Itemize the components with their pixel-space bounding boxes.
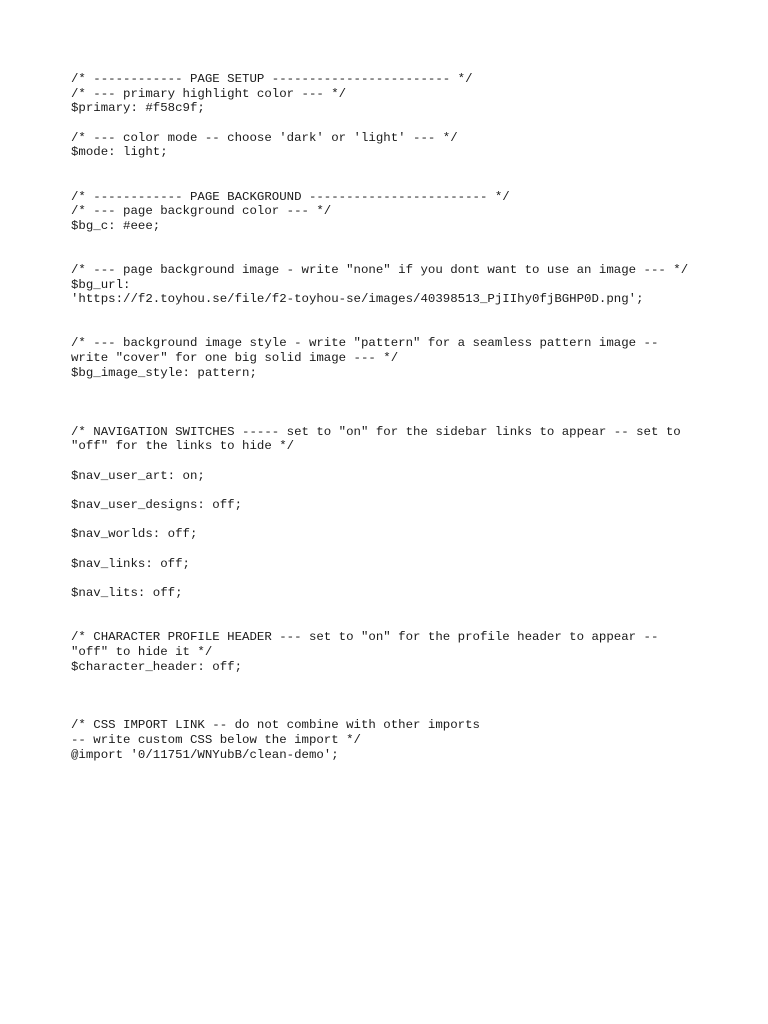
blank-line	[71, 615, 711, 630]
blank-line	[71, 160, 711, 175]
text-line: @import '0/11751/WNYubB/clean-demo';	[71, 747, 339, 762]
text-line: $nav_user_designs: off;	[71, 497, 243, 512]
blank-line	[71, 116, 711, 131]
blank-line	[71, 454, 711, 469]
blank-line	[71, 322, 711, 337]
text-line: $nav_worlds: off;	[71, 527, 198, 542]
blank-line	[71, 410, 711, 425]
text-line: $nav_lits: off;	[71, 586, 183, 601]
blank-line	[71, 234, 711, 249]
text-line: "off" for the links to hide */	[71, 439, 295, 454]
text-line: /* --- primary highlight color --- */	[71, 86, 347, 101]
blank-line	[71, 483, 711, 498]
blank-line	[71, 513, 711, 528]
text-line: /* --- page background color --- */	[71, 204, 332, 219]
blank-line	[71, 571, 711, 586]
text-line: $nav_user_art: on;	[71, 468, 205, 483]
text-line: $nav_links: off;	[71, 556, 190, 571]
blank-line	[71, 395, 711, 410]
text-line: 'https://f2.toyhou.se/file/f2-toyhou-se/images/40398513_PjIIhy0fjBGHP0D.png';	[71, 292, 644, 307]
blank-line	[71, 704, 711, 719]
text-line: $bg_c: #eee;	[71, 218, 161, 233]
text-line: /* --- color mode -- choose 'dark' or 'light' --- */	[71, 130, 458, 145]
blank-line	[71, 601, 711, 616]
blank-line	[71, 175, 711, 190]
text-line: -- write custom CSS below the import */	[71, 732, 361, 747]
blank-line	[71, 307, 711, 322]
text-line: $character_header: off;	[71, 659, 243, 674]
text-line: $bg_image_style: pattern;	[71, 365, 257, 380]
text-line: "off" to hide it */	[71, 644, 213, 659]
text-line: write "cover" for one big solid image --- */	[71, 351, 399, 366]
text-line: /* CSS IMPORT LINK -- do not combine with other imports	[71, 718, 480, 733]
text-line: /* ------------ PAGE BACKGROUND ------------------------ */	[71, 189, 510, 204]
text-line: /* CHARACTER PROFILE HEADER --- set to "on" for the profile header to appear --	[71, 630, 659, 645]
css-config-document	[71, 72, 711, 762]
blank-line	[71, 380, 711, 395]
text-line: $primary: #f58c9f;	[71, 101, 205, 116]
blank-line	[71, 248, 711, 263]
text-line: /* NAVIGATION SWITCHES ----- set to "on" for the sidebar links to appear -- set to	[71, 424, 681, 439]
text-line: /* --- background image style - write "pattern" for a seamless pattern image --	[71, 336, 659, 351]
text-line: $bg_url:	[71, 277, 131, 292]
text-line: /* ------------ PAGE SETUP ------------------------ */	[71, 72, 473, 86]
blank-line	[71, 674, 711, 689]
blank-line	[71, 689, 711, 704]
text-line: /* --- page background image - write "none" if you dont want to use an image --- */	[71, 262, 689, 277]
text-line: $mode: light;	[71, 145, 168, 160]
blank-line	[71, 542, 711, 557]
